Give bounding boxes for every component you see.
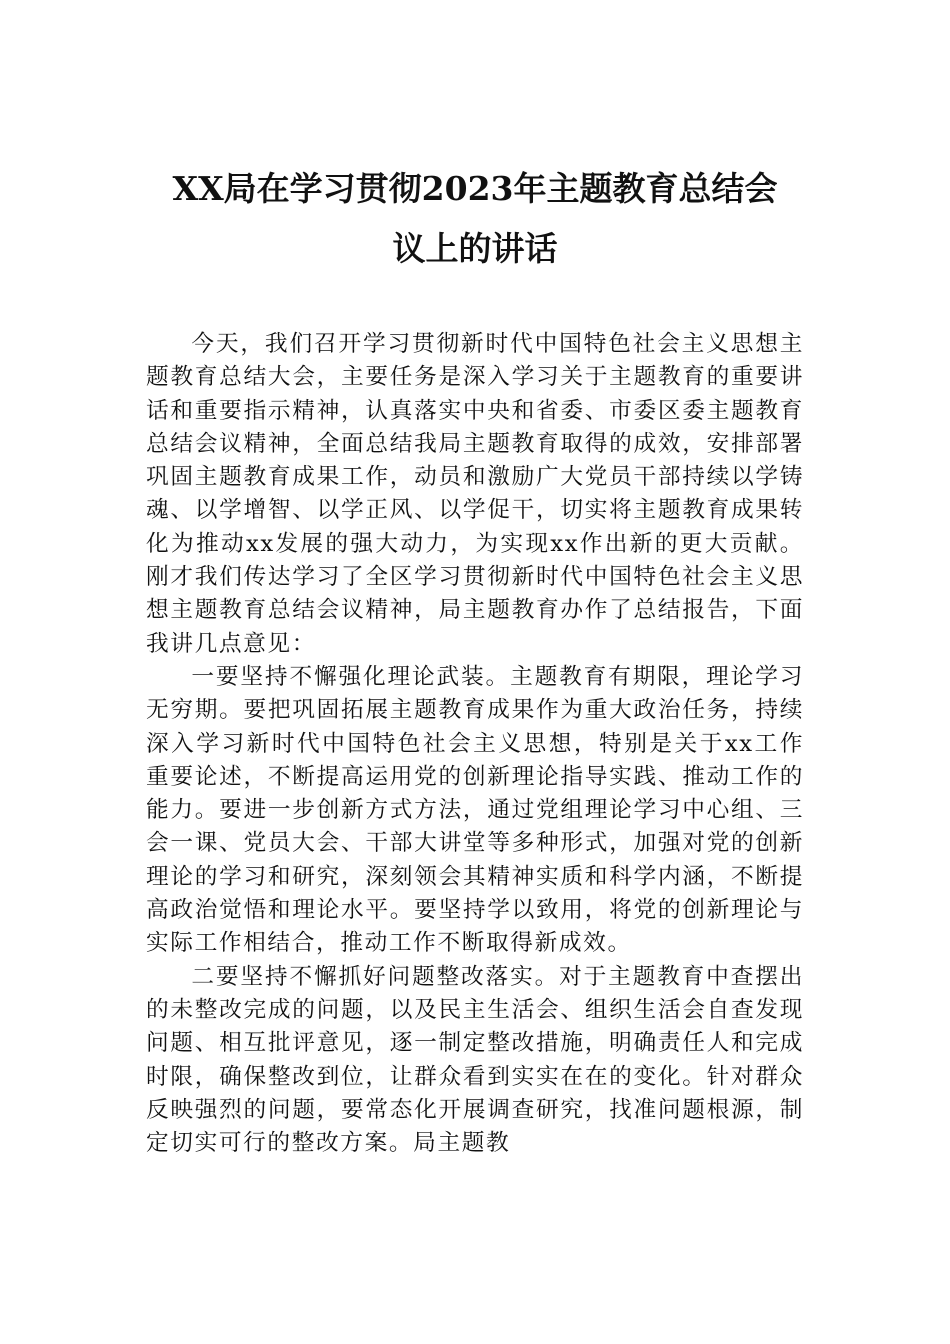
paragraph-point-2: 二要坚持不懈抓好问题整改落实。对于主题教育中查摆出的未整改完成的问题，以及民主生活会、组织生活会自查发现问题、相互批评意见，逐一制定整改措施，明确责任人和完成时限，确保整改到位，让群众看到实实在在的变化。针对群众反映强烈的问题，要常态化开展调查研究，找准问题根源，制定切实可行的整改方案。局主题教 [146, 963, 804, 1157]
document-body [146, 328, 804, 1160]
paragraph-point-1: 一要坚持不懈强化理论武装。主题教育有期限，理论学习无穷期。要把巩固拓展主题教育成果作为重大政治任务，持续深入学习新时代中国特色社会主义思想，特别是关于xx工作重要论述，不断提高运用党的创新理论指导实践、推动工作的能力。要进一步创新方式方法，通过党组理论学习中心组、三会一课、党员大会、干部大讲堂等多种形式，加强对党的创新理论的学习和研究，深刻领会其精神实质和科学内涵，不断提高政治觉悟和理论水平。要坚持学以致用，将党的创新理论与实际工作相结合，推动工作不断取得新成效。 [146, 663, 804, 957]
document-title-line-1: XX局在学习贯彻2023年主题教育总结会 [172, 169, 778, 208]
document-title-line-2: 议上的讲话 [392, 229, 558, 268]
paragraph-intro: 今天，我们召开学习贯彻新时代中国特色社会主义思想主题教育总结大会，主要任务是深入学习关于主题教育的重要讲话和重要指示精神，认真落实中央和省委、市委区委主题教育总结会议精神，全面总结我局主题教育取得的成效，安排部署巩固主题教育成果工作，动员和激励广大党员干部持续以学铸魂、以学增智、以学正风、以学促干，切实将主题教育成果转化为推动xx发展的强大动力，为实现xx作出新的更大贡献。刚才我们传达学习了全区学习贯彻新时代中国特色社会主义思想主题教育总结会议精神，局主题教育办作了总结报告，下面我讲几点意见： [146, 331, 804, 657]
